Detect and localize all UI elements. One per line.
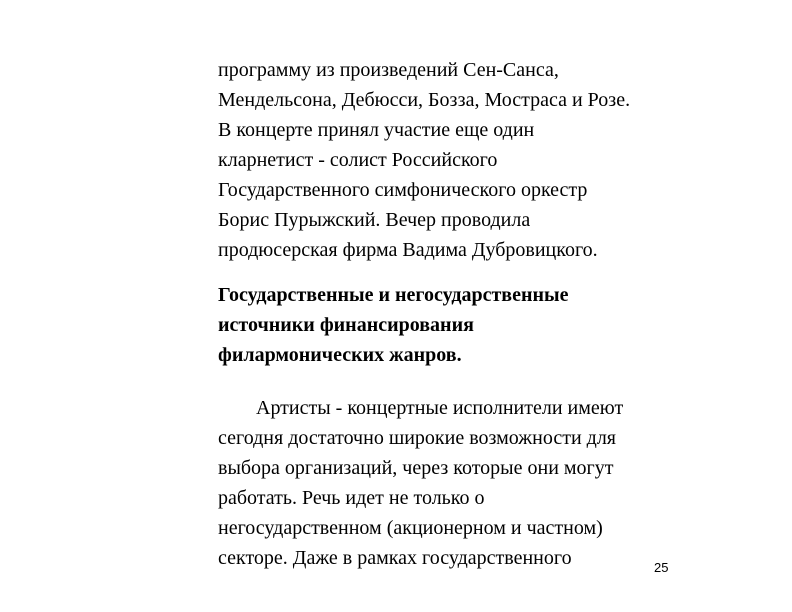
section-heading bbox=[218, 280, 688, 370]
text-line: программу из произведений Сен-Санса, bbox=[218, 59, 559, 81]
text-line: негосударственном (акционерном и частном) bbox=[218, 517, 603, 539]
text-line: Мендельсона, Дебюсси, Бозза, Мостраса и Розе. bbox=[218, 89, 631, 111]
page-number: 25 bbox=[654, 560, 669, 575]
heading-line: филармонических жанров. bbox=[218, 344, 462, 366]
paragraph-artists bbox=[218, 393, 688, 573]
text-line: секторе. Даже в рамках государственного bbox=[218, 547, 572, 569]
text-line: сегодня достаточно широкие возможности для bbox=[218, 427, 616, 449]
text-line: Государственного симфонического оркестр bbox=[218, 179, 588, 201]
text-line: продюсерская фирма Вадима Дубровицкого. bbox=[218, 239, 598, 261]
text-line: Борис Пурыжский. Вечер проводила bbox=[218, 209, 531, 231]
text-line: Артисты - концертные исполнители имеют bbox=[256, 397, 624, 419]
text-line: кларнетист - солист Российского bbox=[218, 149, 498, 171]
heading-line: источники финансирования bbox=[218, 314, 474, 336]
paragraph-concert-program bbox=[218, 55, 688, 265]
text-line: В концерте принял участие еще один bbox=[218, 119, 535, 141]
page-text bbox=[218, 55, 688, 573]
text-line: работать. Речь идет не только о bbox=[218, 487, 485, 509]
text-line: выбора организаций, через которые они могут bbox=[218, 457, 614, 479]
heading-line: Государственные и негосударственные bbox=[218, 284, 569, 306]
